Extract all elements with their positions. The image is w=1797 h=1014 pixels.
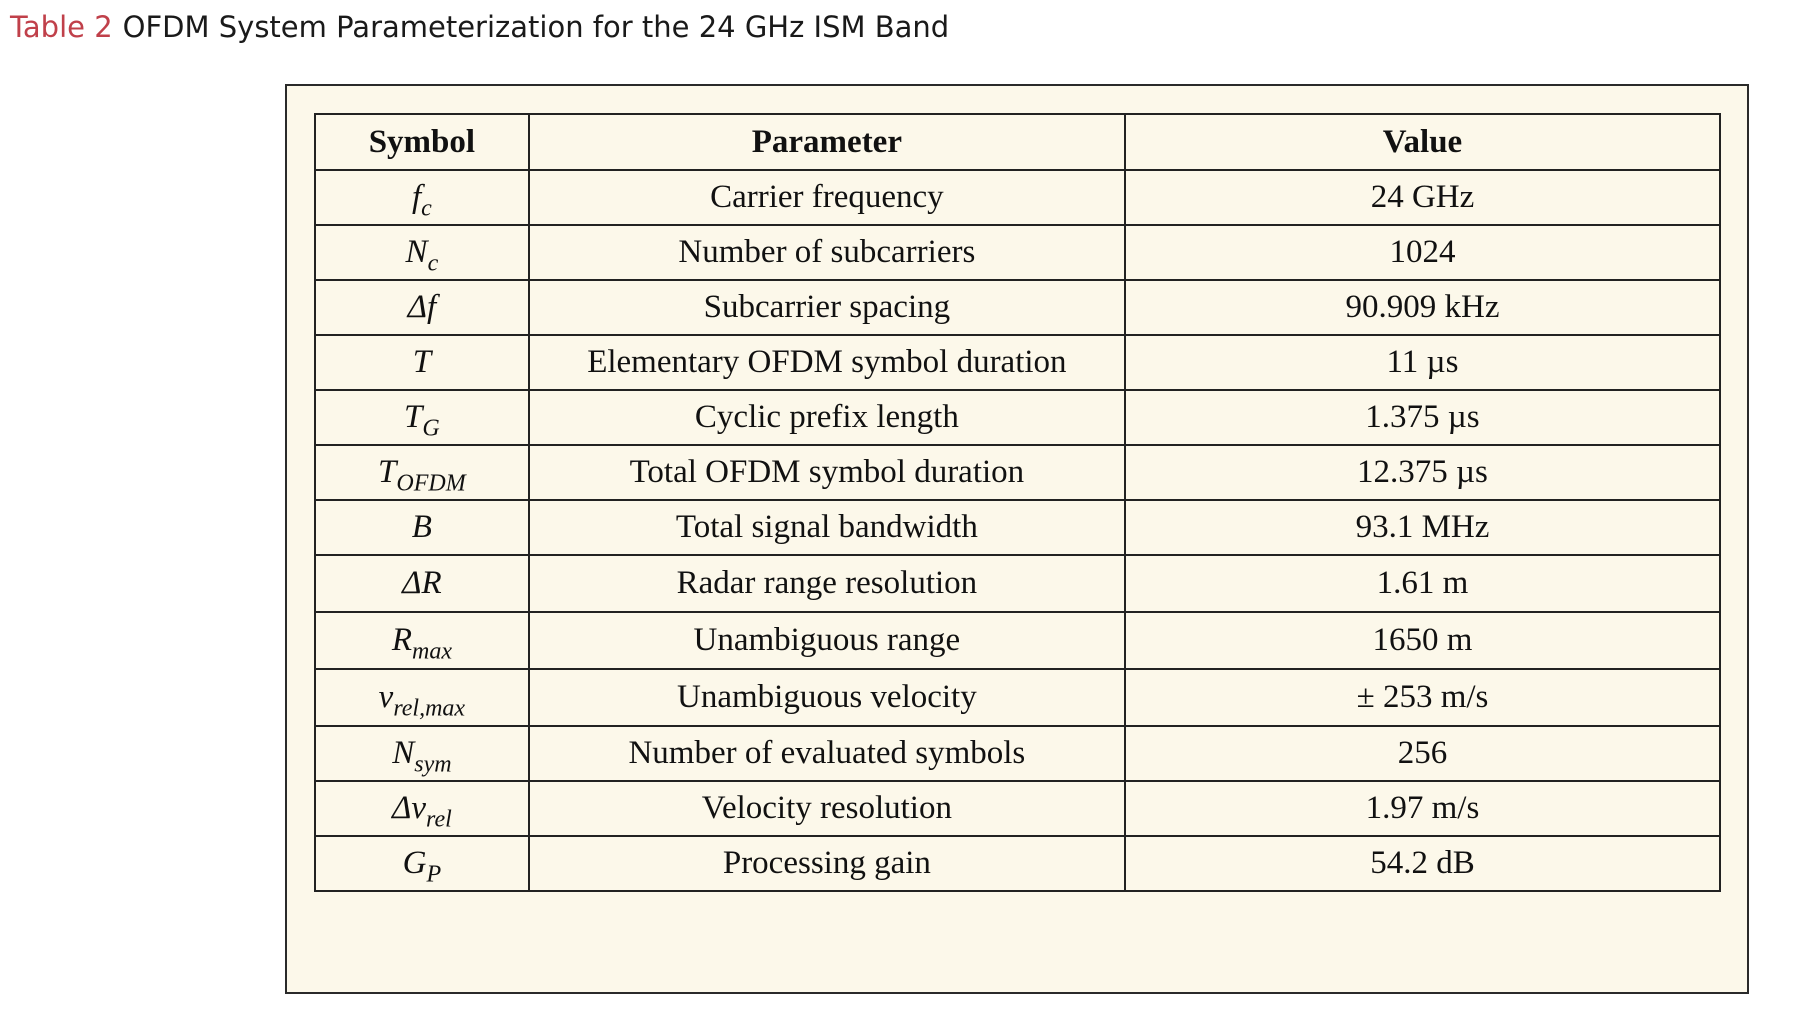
- header-parameter: Parameter: [529, 114, 1125, 170]
- symbol-subscript: OFDM: [396, 470, 466, 497]
- symbol-cell: [315, 335, 529, 390]
- symbol-main: v: [378, 679, 394, 715]
- parameter-cell: Total signal bandwidth: [529, 500, 1125, 555]
- symbol-cell: [315, 445, 529, 500]
- symbol-main: R: [391, 622, 412, 658]
- symbol-cell: [315, 500, 529, 555]
- table-caption: [10, 10, 949, 44]
- value-cell: 93.1 MHz: [1125, 500, 1720, 555]
- table-title: OFDM System Parameterization for the 24 GHz ISM Band: [122, 10, 950, 44]
- symbol-subscript: rel: [426, 806, 452, 833]
- value-cell: 11 µs: [1125, 335, 1720, 390]
- symbol-cell: [315, 726, 529, 781]
- symbol-cell: [315, 836, 529, 891]
- parameter-cell: Subcarrier spacing: [529, 280, 1125, 335]
- value-cell: 1024: [1125, 225, 1720, 280]
- symbol-main: N: [405, 234, 428, 270]
- symbol-cell: [315, 612, 529, 669]
- value-cell: 1650 m: [1125, 612, 1720, 669]
- value-cell: 54.2 dB: [1125, 836, 1720, 891]
- table-row: [315, 555, 1720, 612]
- value-cell: 24 GHz: [1125, 170, 1720, 225]
- table-row: [315, 669, 1720, 726]
- table-row: [315, 726, 1720, 781]
- symbol-cell: [315, 390, 529, 445]
- symbol-cell: [315, 170, 529, 225]
- parameter-cell: Number of subcarriers: [529, 225, 1125, 280]
- value-cell: 1.375 µs: [1125, 390, 1720, 445]
- symbol-main: G: [402, 845, 427, 881]
- symbol-main: B: [411, 509, 432, 545]
- table-row: [315, 445, 1720, 500]
- symbol-cell: [315, 555, 529, 612]
- table-header-row: [315, 114, 1720, 170]
- parameter-cell: Cyclic prefix length: [529, 390, 1125, 445]
- value-cell: ± 253 m/s: [1125, 669, 1720, 726]
- symbol-main: Δv: [391, 790, 426, 826]
- symbol-subscript: max: [411, 638, 452, 665]
- table-row: [315, 836, 1720, 891]
- table-frame: [285, 84, 1749, 994]
- symbol-cell: [315, 225, 529, 280]
- symbol-subscript: rel,max: [393, 695, 466, 722]
- header-value: Value: [1125, 114, 1720, 170]
- symbol-main: f: [411, 179, 422, 215]
- parameter-cell: Elementary OFDM symbol duration: [529, 335, 1125, 390]
- symbol-subscript: P: [426, 861, 442, 888]
- table-number-label: Table 2: [10, 10, 113, 44]
- symbol-subscript: c: [421, 195, 432, 222]
- symbol-cell: [315, 280, 529, 335]
- parameter-cell: Processing gain: [529, 836, 1125, 891]
- header-symbol: Symbol: [315, 114, 529, 170]
- parameter-cell: Radar range resolution: [529, 555, 1125, 612]
- value-cell: 12.375 µs: [1125, 445, 1720, 500]
- value-cell: 90.909 kHz: [1125, 280, 1720, 335]
- symbol-main: T: [412, 344, 432, 380]
- symbol-cell: [315, 781, 529, 836]
- value-cell: 1.61 m: [1125, 555, 1720, 612]
- parameter-cell: Unambiguous range: [529, 612, 1125, 669]
- parameter-cell: Unambiguous velocity: [529, 669, 1125, 726]
- table-row: [315, 781, 1720, 836]
- table-row: [315, 612, 1720, 669]
- symbol-cell: [315, 669, 529, 726]
- table-row: [315, 280, 1720, 335]
- table-row: [315, 225, 1720, 280]
- symbol-main: ΔR: [402, 565, 442, 601]
- symbol-subscript: c: [427, 250, 439, 277]
- symbol-main: T: [404, 399, 423, 435]
- table-row: [315, 170, 1720, 225]
- symbol-main: N: [392, 735, 415, 771]
- symbol-subscript: G: [422, 415, 440, 442]
- symbol-main: Δf: [407, 289, 437, 325]
- parameter-table: [314, 113, 1721, 892]
- value-cell: 1.97 m/s: [1125, 781, 1720, 836]
- parameter-cell: Number of evaluated symbols: [529, 726, 1125, 781]
- parameter-cell: Total OFDM symbol duration: [529, 445, 1125, 500]
- parameter-cell: Velocity resolution: [529, 781, 1125, 836]
- parameter-cell: Carrier frequency: [529, 170, 1125, 225]
- symbol-main: T: [378, 454, 397, 490]
- value-cell: 256: [1125, 726, 1720, 781]
- symbol-subscript: sym: [414, 751, 452, 778]
- table-row: [315, 500, 1720, 555]
- table-row: [315, 390, 1720, 445]
- table-row: [315, 335, 1720, 390]
